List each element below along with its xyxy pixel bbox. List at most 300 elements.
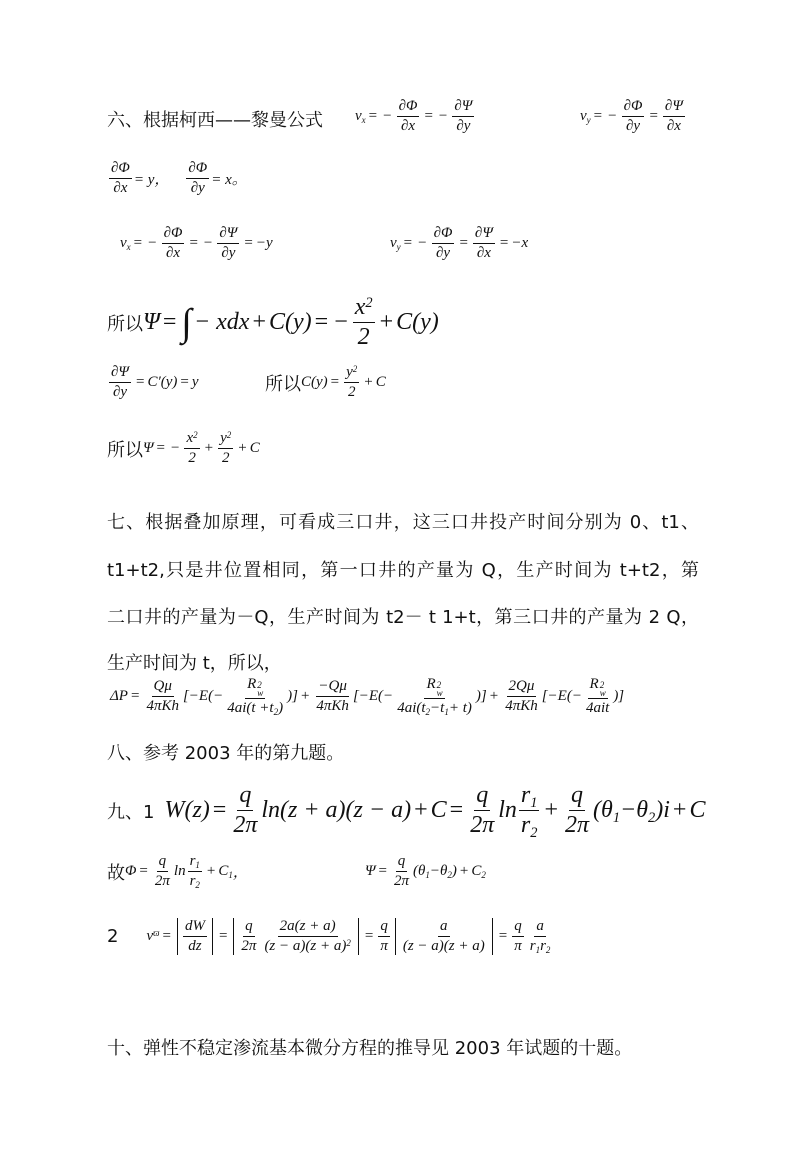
formula-body xyxy=(580,98,687,135)
formula-dpsi xyxy=(107,364,199,401)
formula-term: dW xyxy=(184,918,205,934)
numerator xyxy=(109,160,132,179)
formula-body xyxy=(107,364,199,401)
symbol xyxy=(421,700,430,717)
fraction xyxy=(395,676,474,717)
formula-term: C xyxy=(249,440,260,456)
formula-term: + xyxy=(206,863,216,879)
formula-phi xyxy=(125,853,248,890)
subscript: y xyxy=(396,242,401,253)
subscript: y xyxy=(586,115,591,126)
symbol-base: θ xyxy=(636,797,649,823)
symbol xyxy=(190,873,200,890)
section-7-line: 七、根据叠加原理，可看成三口井，这三口井投产时间分别为 0、t1、 xyxy=(107,512,699,533)
fraction xyxy=(162,225,185,262)
formula-term: − xyxy=(438,108,448,124)
symbol xyxy=(580,108,591,125)
numerator xyxy=(452,98,474,117)
formula-term: ∂y xyxy=(112,384,128,400)
numerator xyxy=(534,918,546,937)
absolute-value xyxy=(395,918,493,955)
formula-term: 2 xyxy=(347,384,356,400)
formula-term: = xyxy=(162,309,177,335)
numerator xyxy=(162,225,185,244)
denominator xyxy=(454,117,472,135)
section-7-line: 生产时间为 t，所以， xyxy=(107,653,282,674)
symbol-base: r xyxy=(189,873,196,889)
formula-body xyxy=(143,294,439,351)
formula-term: = xyxy=(212,797,227,823)
formula-term: = xyxy=(162,928,171,944)
formula-term: )] xyxy=(287,688,298,705)
formula-term: q xyxy=(245,918,253,934)
formula-term: C xyxy=(375,374,386,390)
symbol-base: R xyxy=(589,676,599,692)
denominator xyxy=(186,449,198,467)
formula-psi-final xyxy=(143,430,260,467)
formula-term: 2π xyxy=(470,812,495,838)
fraction xyxy=(468,782,496,839)
subscript: x xyxy=(126,242,131,253)
formula-term: Ψ xyxy=(143,440,154,456)
denominator xyxy=(468,811,496,839)
formula-term: = xyxy=(130,688,140,705)
symbol-base: r xyxy=(540,938,546,954)
section-8: 八、参考 2003 年的第九题。 xyxy=(107,743,345,764)
absolute-value xyxy=(233,918,358,955)
denominator xyxy=(262,937,352,955)
denominator xyxy=(239,937,258,955)
formula-term: = xyxy=(499,235,509,251)
numerator xyxy=(588,676,608,699)
denominator xyxy=(111,383,129,401)
numerator xyxy=(278,918,338,937)
subscript: 1 xyxy=(444,707,449,718)
formula-term: = x。 xyxy=(211,172,247,188)
formula-term: = xyxy=(330,374,340,390)
formula-term: = xyxy=(189,235,198,251)
formula-body xyxy=(146,918,554,955)
symbol-base: v xyxy=(120,235,127,251)
formula-term: ∂Ψ xyxy=(474,225,493,241)
formula-term: 2π xyxy=(564,812,590,838)
fraction xyxy=(344,364,359,401)
symbol xyxy=(636,797,656,827)
symbol xyxy=(590,676,606,697)
symbol-base: C xyxy=(218,863,229,879)
formula-term: C(y) xyxy=(396,309,439,335)
subscript: w xyxy=(436,688,443,699)
formula-term: ln(z + a)(z − a) xyxy=(261,797,412,823)
formula-term: ln xyxy=(498,797,517,823)
fraction xyxy=(519,782,540,842)
subscript: 2 xyxy=(273,707,279,718)
formula-term: + xyxy=(238,440,247,456)
integral-sign: ∫ xyxy=(181,301,192,344)
numerator xyxy=(378,918,390,937)
formula-term: ∂x xyxy=(476,245,491,261)
fraction xyxy=(663,98,685,135)
formula-term: + xyxy=(544,797,558,823)
fraction xyxy=(239,918,258,955)
formula-term: ) xyxy=(451,863,457,879)
denominator xyxy=(225,699,285,717)
formula-term: − xyxy=(334,309,348,335)
formula-term: 2π xyxy=(394,873,410,889)
fraction xyxy=(109,364,131,401)
denominator xyxy=(189,179,207,197)
formula-term: (z − a)(z + a) xyxy=(402,938,485,954)
numerator xyxy=(397,98,420,117)
formula-partials xyxy=(107,160,247,197)
fraction xyxy=(584,676,611,717)
formula-vy-result xyxy=(390,225,528,262)
formula-term: y xyxy=(191,374,199,390)
symbol xyxy=(440,863,452,880)
numerator xyxy=(157,853,169,872)
formula-body xyxy=(301,364,386,401)
subscript: w xyxy=(257,688,264,699)
formula-term: q xyxy=(158,853,167,869)
formula-term: Qμ xyxy=(153,678,172,695)
formula-term: = y， xyxy=(133,172,170,188)
formula-term: ∂Ψ xyxy=(454,98,473,114)
subscript: 2 xyxy=(545,945,551,956)
formula-term: + xyxy=(252,309,266,335)
denominator xyxy=(153,872,172,890)
formula-body xyxy=(120,225,273,262)
formula-term: + xyxy=(300,688,310,705)
formula-term: ∂x xyxy=(400,118,416,134)
symbol-base: t xyxy=(421,700,426,717)
formula-body xyxy=(390,225,528,262)
symbol xyxy=(220,430,231,447)
fraction xyxy=(378,918,390,955)
formula-term: )] xyxy=(613,688,625,705)
fraction xyxy=(231,782,259,839)
symbol xyxy=(346,938,351,955)
denominator xyxy=(346,383,358,401)
formula-term: + xyxy=(459,863,469,879)
formula-term: − xdx xyxy=(193,309,250,335)
denominator xyxy=(220,449,232,467)
symbol-base: v xyxy=(355,108,362,124)
numerator xyxy=(438,918,450,937)
fraction xyxy=(512,918,524,955)
section-7-line: t1+t2,只是井位置相同，第一口井的产量为 Q，生产时间为 t+t2，第 xyxy=(107,560,699,581)
formula-term: ln xyxy=(173,863,186,879)
formula-term: 2 xyxy=(221,450,230,466)
symbol-base: r xyxy=(520,782,531,808)
symbol-base: R xyxy=(247,676,257,692)
subscript: 2 xyxy=(530,825,538,842)
symbol xyxy=(426,676,442,697)
formula-term: − xyxy=(148,235,157,251)
formula-term: 4ait xyxy=(585,700,610,717)
formula-term: 4ai( xyxy=(397,700,422,717)
symbol-base: θ xyxy=(601,797,613,823)
symbol xyxy=(247,676,263,697)
formula-term: 2π xyxy=(241,938,257,954)
numerator xyxy=(183,918,207,937)
formula-term: = xyxy=(139,863,148,879)
formula-term: ∂Ψ xyxy=(111,364,129,380)
formula-term: ∂Φ xyxy=(111,160,130,176)
formula-term: 2 xyxy=(357,324,370,350)
formula-term: − xyxy=(429,863,441,879)
symbol xyxy=(540,938,550,955)
formula-term: = xyxy=(180,374,189,390)
formula-term: q xyxy=(380,918,388,934)
numerator xyxy=(237,782,253,811)
formula-term: ∂y xyxy=(221,245,236,261)
formula-term: ∂Φ xyxy=(163,225,183,241)
formula-term: Ψ xyxy=(143,309,160,335)
symbol xyxy=(440,700,449,717)
numerator xyxy=(474,782,490,811)
formula-cy xyxy=(301,364,386,401)
numerator xyxy=(512,918,524,937)
formula-term: [−E(− xyxy=(541,688,582,705)
subscript: 1 xyxy=(535,945,541,956)
denominator xyxy=(144,697,181,715)
denominator xyxy=(186,937,203,955)
formula-term: 4πKh xyxy=(146,698,179,715)
formula-term: q xyxy=(239,782,252,808)
denominator xyxy=(399,117,417,135)
fraction xyxy=(397,98,420,135)
formula-term: (z − a)(z + a) xyxy=(264,938,347,954)
numerator xyxy=(507,678,537,697)
formula-term: q xyxy=(571,782,583,808)
symbol-base: v xyxy=(580,108,587,124)
formula-term: = xyxy=(449,797,464,823)
formula-term: ∂Φ xyxy=(188,160,208,176)
formula-term: = xyxy=(244,235,253,251)
superscript: 2 xyxy=(346,937,351,948)
denominator xyxy=(392,872,411,890)
formula-term: ) xyxy=(278,700,284,717)
formula-term: ∂Φ xyxy=(398,98,418,114)
symbol xyxy=(120,235,131,252)
numerator xyxy=(243,918,255,937)
superscript: ϖ xyxy=(153,927,160,938)
superscript: 2 xyxy=(257,680,262,690)
numerator xyxy=(432,225,455,244)
numerator xyxy=(184,430,199,449)
formula-term: 4ai(t + xyxy=(227,700,270,717)
symbol xyxy=(418,863,430,880)
fraction xyxy=(473,225,495,262)
formula-term: ∂y xyxy=(435,245,451,261)
symbol xyxy=(530,938,540,955)
subscript: 2 xyxy=(195,880,200,891)
formula-term: + t) xyxy=(448,700,472,717)
denominator xyxy=(356,323,372,351)
scripts xyxy=(600,681,606,697)
symbol xyxy=(186,430,197,447)
numerator xyxy=(316,678,348,697)
symbol-base: t xyxy=(440,700,445,717)
fraction xyxy=(401,918,487,955)
formula-term: − xyxy=(620,797,637,823)
numerator xyxy=(188,853,202,872)
numerator xyxy=(519,782,540,811)
numerator xyxy=(569,782,585,811)
formula-term: C′(y) xyxy=(147,374,178,390)
symbol xyxy=(390,235,401,252)
formula-body xyxy=(110,676,624,717)
formula-term: = xyxy=(378,863,388,879)
section-10: 十、弹性不稳定渗流基本微分方程的推导见 2003 年试题的十题。 xyxy=(107,1038,633,1059)
fraction xyxy=(186,160,209,197)
symbol-base: θ xyxy=(418,863,426,879)
formula-term: = xyxy=(424,108,433,124)
fraction xyxy=(218,430,233,467)
fraction xyxy=(503,678,540,715)
fraction xyxy=(183,918,207,955)
formula-term: Φ xyxy=(125,863,137,879)
symbol-base: r xyxy=(529,938,536,954)
fraction xyxy=(452,98,474,135)
symbol xyxy=(218,863,233,880)
numerator xyxy=(663,98,685,117)
formula-term: = xyxy=(156,440,166,456)
denominator xyxy=(512,937,524,955)
formula-term: = xyxy=(135,374,145,390)
formula-term: − xyxy=(418,235,427,251)
formula-term: 2Qμ xyxy=(508,678,535,695)
formula-term: − xyxy=(383,108,392,124)
therefore-label: 故 xyxy=(107,862,125,884)
formula-term: ∂Ψ xyxy=(664,98,683,114)
fraction xyxy=(528,918,553,955)
symbol xyxy=(520,812,538,842)
so-label: 所以 xyxy=(265,373,301,395)
symbol xyxy=(146,928,159,945)
formula-term: ∂y xyxy=(625,118,641,134)
formula-term: a xyxy=(440,918,448,934)
numerator xyxy=(473,225,495,244)
numerator xyxy=(152,678,174,697)
formula-term: = xyxy=(364,928,374,944)
formula-velocity xyxy=(146,918,554,955)
numerator xyxy=(622,98,645,117)
formula-term: ( xyxy=(413,863,419,879)
formula-term: + xyxy=(379,309,394,335)
subscript: 2 xyxy=(447,870,452,881)
fraction xyxy=(109,160,132,197)
superscript: 2 xyxy=(352,363,358,374)
subscript: 1 xyxy=(612,810,621,827)
formula-term: dz xyxy=(188,938,202,954)
formula-term: π xyxy=(380,938,388,954)
formula-term: ΔP xyxy=(110,688,128,705)
fraction xyxy=(432,225,455,262)
symbol-base: y xyxy=(346,364,353,380)
symbol xyxy=(355,108,366,125)
fraction xyxy=(622,98,645,135)
symbol xyxy=(355,294,373,321)
formula-term: π xyxy=(514,938,522,954)
fraction xyxy=(563,782,591,839)
denominator xyxy=(111,179,129,197)
denominator xyxy=(475,244,493,262)
subscript: 1 xyxy=(425,870,430,881)
formula-vy xyxy=(580,98,687,135)
formula-term: ∂x xyxy=(113,180,128,196)
formula-term: ∂y xyxy=(190,180,205,196)
symbol-base: x xyxy=(186,430,194,446)
numerator xyxy=(186,160,209,179)
fraction xyxy=(225,676,285,717)
formula-term: ( xyxy=(593,797,602,823)
formula-body xyxy=(143,430,260,467)
formula-psi-integral xyxy=(143,294,439,351)
part-2-label: 2 xyxy=(107,926,119,947)
formula-term: q xyxy=(514,918,522,934)
denominator xyxy=(528,937,553,955)
symbol xyxy=(269,700,278,717)
formula-term: )] xyxy=(475,688,487,705)
formula-term: W(z) xyxy=(164,797,210,823)
symbol xyxy=(520,782,538,812)
numerator xyxy=(109,364,131,383)
symbol xyxy=(601,797,621,827)
formula-term: + xyxy=(672,797,687,823)
formula-term: + xyxy=(204,440,214,456)
formula-term: [−E(− xyxy=(352,688,394,705)
formula-term: 2 xyxy=(188,450,196,466)
fraction xyxy=(144,678,181,715)
formula-term: = xyxy=(649,108,658,124)
fraction xyxy=(188,853,202,890)
formula-term: = xyxy=(403,235,413,251)
superscript: 2 xyxy=(193,429,198,440)
denominator xyxy=(378,937,390,955)
formula-body xyxy=(125,853,248,890)
formula-term: q xyxy=(397,853,406,869)
superscript: 2 xyxy=(226,429,232,440)
formula-w xyxy=(164,782,706,842)
formula-vx-result xyxy=(120,225,273,262)
formula-term: = xyxy=(459,235,468,251)
formula-term: ∂Ψ xyxy=(219,225,238,241)
fraction xyxy=(314,678,351,715)
formula-term: = xyxy=(593,108,603,124)
formula-term: 2π xyxy=(154,873,170,889)
subscript: 1 xyxy=(195,860,200,871)
formula-term: ∂y xyxy=(456,118,471,134)
numerator xyxy=(344,364,359,383)
subscript: 1 xyxy=(530,795,538,812)
formula-term: 4πKh xyxy=(316,698,349,715)
formula-term: 4πKh xyxy=(505,698,538,715)
formula-term: + xyxy=(364,374,373,390)
formula-term: + xyxy=(414,797,428,823)
spacer xyxy=(169,170,184,187)
fraction xyxy=(217,225,239,262)
numerator xyxy=(218,430,233,449)
subscript: 2 xyxy=(425,707,431,718)
symbol xyxy=(346,364,357,381)
so-label: 所以 xyxy=(107,439,143,461)
denominator xyxy=(231,811,259,839)
fraction xyxy=(184,430,199,467)
symbol-base: C xyxy=(471,863,482,879)
symbol-base: θ xyxy=(440,863,448,879)
formula-term: ∂Φ xyxy=(623,98,643,114)
